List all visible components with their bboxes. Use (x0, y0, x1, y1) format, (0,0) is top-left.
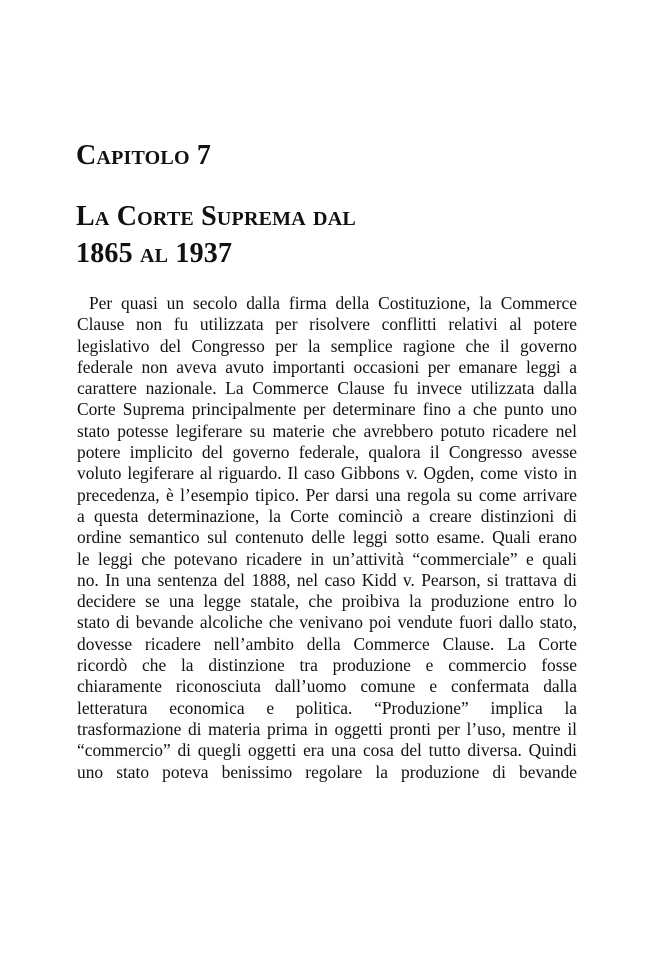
chapter-title-line-2: 1865 al 1937 (76, 238, 233, 269)
body-paragraph (77, 293, 577, 783)
text-line: voluto legiferare al riguardo. Il caso Gibbons v. Ogden, come visto in (77, 463, 577, 484)
chapter-title-line-1: La Corte Suprema dal (76, 201, 356, 232)
text-line: a questa determinazione, la Corte cominciò a creare distinzioni di (77, 505, 577, 526)
chapter-title (76, 198, 356, 272)
text-line: uno stato poteva benissimo regolare la produzione di bevande (77, 761, 577, 782)
text-line: federale non aveva avuto importanti occasioni per emanare leggi a (77, 356, 577, 377)
text-line: “commercio” di quegli oggetti era una cosa del tutto diversa. Quindi (77, 740, 577, 761)
text-line: Clause non fu utilizzata per risolvere conflitti relativi al potere (77, 314, 577, 335)
text-line: Corte Suprema principalmente per determinare fino a che punto uno (77, 399, 577, 420)
text-line: stato di bevande alcoliche che venivano poi vendute fuori dallo stato, (77, 612, 577, 633)
text-line: Per quasi un secolo dalla firma della Costituzione, la Commerce (89, 293, 577, 313)
text-line: dovesse ricadere nell’ambito della Commerce Clause. La Corte (77, 633, 577, 654)
text-line: chiaramente riconosciuta dall’uomo comune e confermata dalla (77, 676, 577, 697)
text-line: trasformazione di materia prima in oggetti pronti per l’uso, mentre il (77, 718, 577, 739)
text-line: precedenza, è l’esempio tipico. Per darsi una regola su come arrivare (77, 484, 577, 505)
text-line: stato potesse legiferare su materie che avrebbero potuto ricadere nel (77, 420, 577, 441)
text-line: legislativo del Congresso per la semplice ragione che il governo (77, 335, 577, 356)
text-line: ricordò che la distinzione tra produzione e commercio fosse (77, 655, 577, 676)
text-line: letteratura economica e politica. “Produzione” implica la (77, 697, 577, 718)
text-line: carattere nazionale. La Commerce Clause fu invece utilizzata dalla (77, 378, 577, 399)
text-line: ordine semantico sul contenuto delle leggi sotto esame. Quali erano (77, 527, 577, 548)
text-line: no. In una sentenza del 1888, nel caso Kidd v. Pearson, si trattava di (77, 569, 577, 590)
text-line: le leggi che potevano ricadere in un’attività “commerciale” e quali (77, 548, 577, 569)
text-line: decidere se una legge statale, che proibiva la produzione entro lo (77, 591, 577, 612)
text-line: potere implicito del governo federale, qualora il Congresso avesse (77, 442, 577, 463)
chapter-label: Capitolo 7 (76, 140, 212, 171)
